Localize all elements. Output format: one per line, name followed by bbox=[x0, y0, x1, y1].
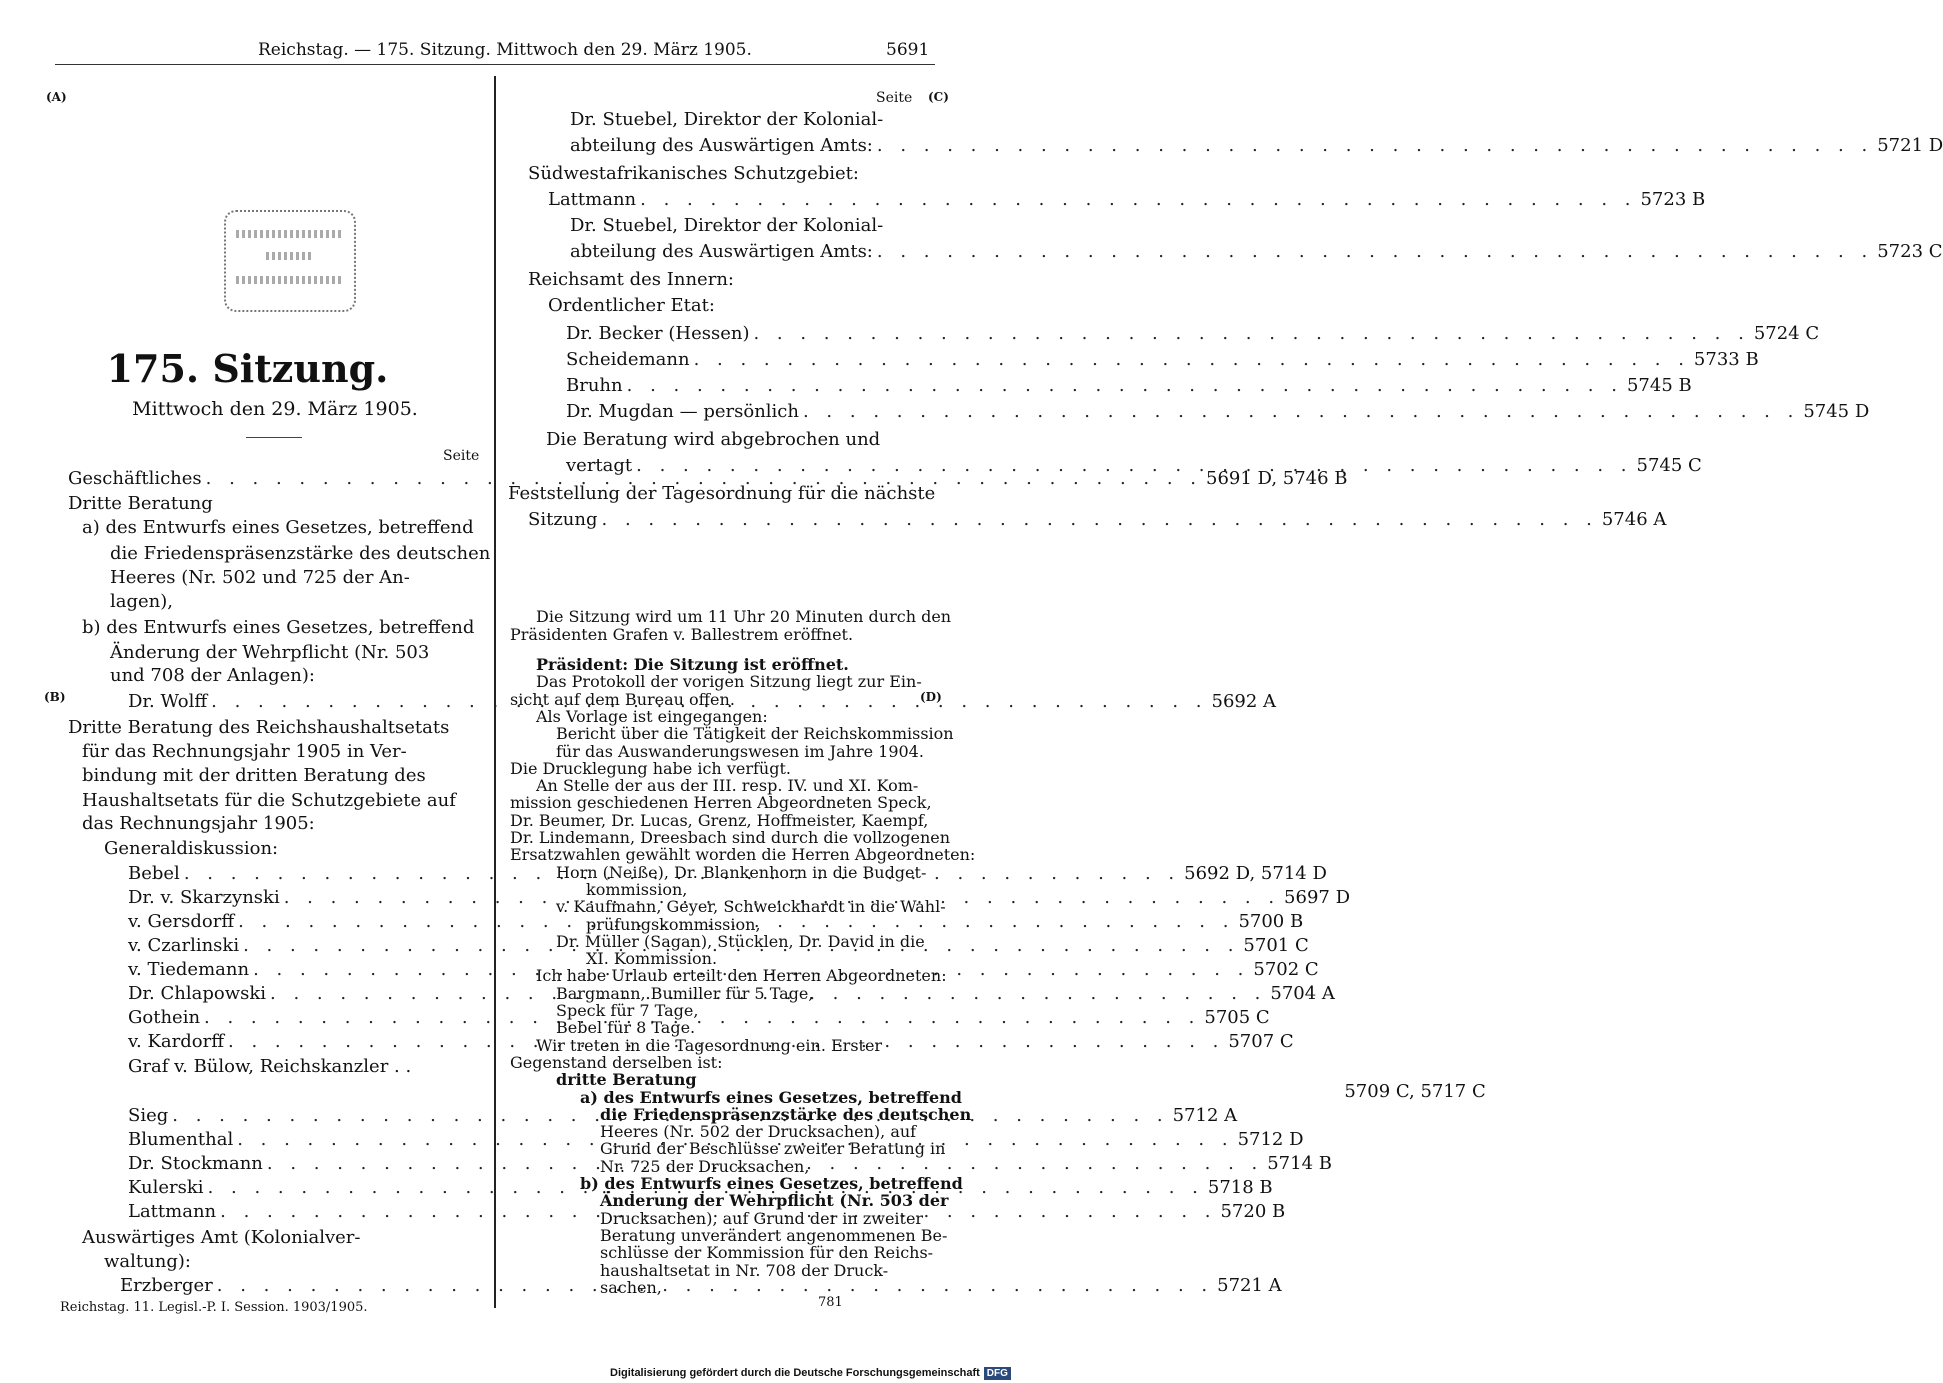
protocol-line: Das Protokoll der vorigen Sitzung liegt zur Ein- bbox=[536, 672, 922, 692]
protocol-line: Bargmann, Bumiller für 5 Tage, bbox=[556, 983, 814, 1003]
toc-entry-title: Erzberger bbox=[120, 1275, 213, 1296]
toc-entry-title: vertagt bbox=[566, 455, 633, 476]
toc-leader-dots bbox=[799, 401, 1803, 422]
toc-entry bbox=[82, 1224, 482, 1248]
toc-entry bbox=[570, 106, 922, 130]
protocol-line: Dr. Müller (Sagan), Stücklen, Dr. David in die bbox=[556, 931, 925, 951]
protocol-line: XI. Kommission. bbox=[586, 949, 718, 969]
toc-entry-title: v. Gersdorff bbox=[128, 911, 235, 932]
toc-entry bbox=[548, 186, 1706, 210]
toc-entry-title: lagen), bbox=[110, 591, 173, 612]
toc-entry-title: abteilung des Auswärtigen Amts: bbox=[570, 241, 873, 262]
toc-entry-title: Geschäftliches bbox=[68, 468, 202, 489]
protocol-line: a) des Entwurfs eines Gesetzes, betreffend bbox=[580, 1087, 962, 1107]
toc-entry bbox=[528, 506, 1667, 530]
protocol-line: Dr. Lindemann, Dreesbach sind durch die vollzogenen bbox=[510, 828, 951, 847]
toc-entry-page: 5712 D bbox=[1237, 1129, 1304, 1150]
toc-entry-title: Die Beratung wird abgebrochen und bbox=[546, 429, 881, 450]
toc-entry bbox=[566, 398, 1870, 422]
toc-entry bbox=[82, 614, 482, 638]
toc-entry-page: 5692 A bbox=[1211, 691, 1277, 712]
protocol-line: Drucksachen), auf Grund der in zweiter bbox=[600, 1208, 924, 1228]
protocol-line: haushaltsetat in Nr. 708 der Druck- bbox=[600, 1260, 889, 1280]
protocol-line: Bebel für 8 Tage. bbox=[556, 1018, 696, 1038]
toc-entry-title: v. Kardorff bbox=[128, 1031, 225, 1052]
protocol-line: b) des Entwurfs eines Gesetzes, betreffend bbox=[580, 1174, 963, 1193]
toc-entry bbox=[508, 480, 936, 504]
dfg-credit-text: Digitalisierung gefördert durch die Deutsche Forschungsgemeinschaft bbox=[610, 1367, 980, 1379]
toc-entry-page: 5723 B bbox=[1640, 189, 1706, 210]
protocol-line: Änderung der Wehrpflicht (Nr. 503 der bbox=[600, 1191, 949, 1211]
protocol-line: Heeres (Nr. 502 der Drucksachen), auf bbox=[600, 1122, 917, 1142]
margin-marker-b: (B) bbox=[44, 690, 66, 704]
toc-leader-dots bbox=[636, 189, 1640, 210]
toc-entry bbox=[82, 738, 482, 762]
protocol-line: Dr. Beumer, Dr. Lucas, Grenz, Hoffmeister, Kaempf, bbox=[510, 810, 929, 830]
protocol-line: Grund der Beschlüsse zweiter Beratung in bbox=[600, 1139, 946, 1159]
toc-entry-page: 5700 B bbox=[1238, 911, 1304, 932]
toc-entry-title: Dr. Stockmann bbox=[128, 1153, 263, 1174]
protocol-line: mission geschiedenen Herren Abgeordneten Speck, bbox=[510, 793, 932, 813]
toc-entry-title: Bebel bbox=[128, 863, 180, 884]
protocol-line: Nr. 725 der Drucksachen, bbox=[600, 1156, 810, 1176]
toc-entry bbox=[548, 292, 922, 316]
running-title: Reichstag. — 175. Sitzung. Mittwoch den 29. März 1905. bbox=[258, 40, 752, 60]
seite-label-right: Seite bbox=[876, 90, 913, 106]
protocol-line: kommission, bbox=[586, 879, 688, 899]
protocol-line: Beratung unverändert angenommenen Be- bbox=[600, 1225, 948, 1245]
toc-entry bbox=[566, 346, 1759, 370]
toc-entry-title: Heeres (Nr. 502 und 725 der An- bbox=[110, 567, 410, 588]
toc-entry bbox=[82, 762, 482, 786]
toc-entry-title: Generaldiskussion: bbox=[104, 838, 279, 859]
toc-entry bbox=[82, 810, 482, 834]
toc-entry-title: Dritte Beratung des Reichshaushaltsetats bbox=[68, 717, 450, 738]
protocol-line: Speck für 7 Tage, bbox=[556, 1001, 699, 1020]
toc-entry bbox=[68, 490, 482, 514]
toc-entry-title: Sitzung bbox=[528, 509, 598, 530]
seite-label: Seite bbox=[443, 448, 480, 464]
session-title: 175. Sitzung. bbox=[106, 346, 389, 391]
toc-entry-title: v. Tiedemann bbox=[128, 959, 250, 980]
toc-entry bbox=[110, 639, 482, 663]
toc-entry bbox=[546, 426, 922, 450]
toc-entry bbox=[110, 588, 482, 612]
toc-entry-title: Dritte Beratung bbox=[68, 493, 213, 514]
toc-entry-title: Dr. v. Skarzynski bbox=[128, 887, 280, 908]
toc-leader-dots bbox=[200, 1007, 1204, 1028]
toc-entry-title: Gothein bbox=[128, 1007, 201, 1028]
protocol-line: Die Drucklegung habe ich verfügt. bbox=[510, 758, 791, 778]
toc-entry-title: bindung mit der dritten Beratung des bbox=[82, 765, 426, 786]
toc-entry-page: 5704 A bbox=[1270, 983, 1335, 1004]
footer-imprint: Reichstag. 11. Legisl.-P. I. Session. 1903/1905. bbox=[60, 1300, 368, 1315]
toc-entry-page: 5720 B bbox=[1220, 1201, 1286, 1222]
protocol-line: schlüsse der Kommission für den Reichs- bbox=[600, 1243, 934, 1263]
protocol-line: Präsidenten Grafen v. Ballestrem eröffnet. bbox=[510, 625, 854, 644]
protocol-line: Wir treten in die Tagesordnung ein. Erster bbox=[536, 1035, 883, 1055]
toc-entry bbox=[528, 266, 922, 290]
toc-entry bbox=[566, 452, 1702, 476]
session-date: Mittwoch den 29. März 1905. bbox=[132, 398, 418, 420]
protocol-line: Gegenstand derselben ist: bbox=[510, 1052, 723, 1072]
protocol-line: Ich habe Urlaub erteilt den Herren Abgeordneten: bbox=[536, 966, 947, 986]
toc-entry-title: Änderung der Wehrpflicht (Nr. 503 bbox=[110, 642, 430, 663]
toc-entry-title: Haushaltsetats für die Schutzgebiete auf bbox=[82, 790, 456, 811]
margin-marker-d: (D) bbox=[920, 690, 942, 704]
header-rule bbox=[55, 64, 935, 65]
toc-entry-title: die Friedenspräsenzstärke des deutschen bbox=[110, 543, 491, 564]
toc-entry-page: 5724 C bbox=[1753, 323, 1820, 344]
toc-entry-page: 5718 B bbox=[1207, 1177, 1273, 1198]
toc-entry-title: a) des Entwurfs eines Gesetzes, betreffend bbox=[82, 517, 474, 538]
toc-entry bbox=[566, 320, 1820, 344]
library-stamp bbox=[224, 210, 356, 312]
protocol-line: prüfungskommission, bbox=[586, 914, 761, 934]
toc-entry bbox=[566, 372, 1692, 396]
toc-entry bbox=[110, 540, 491, 564]
toc-entry bbox=[68, 714, 482, 738]
margin-marker-a: (A) bbox=[46, 90, 67, 104]
toc-entry-page: 5733 B bbox=[1693, 349, 1759, 370]
toc-leader-dots bbox=[690, 349, 1694, 370]
toc-entry-page: 5745 B bbox=[1626, 375, 1692, 396]
toc-entry-page: 5745 D bbox=[1803, 401, 1870, 422]
toc-entry-page: 5691 D, 5746 B bbox=[1206, 468, 1348, 489]
toc-entry bbox=[570, 238, 1943, 262]
toc-leader-dots bbox=[623, 375, 1627, 396]
toc-entry-title: Dr. Wolff bbox=[128, 691, 208, 712]
toc-entry-page: 5707 C bbox=[1228, 1031, 1294, 1052]
toc-entry bbox=[570, 132, 1943, 156]
toc-leader-dots bbox=[598, 509, 1602, 530]
toc-entry-title: Südwestafrikanisches Schutzgebiet: bbox=[528, 163, 859, 184]
toc-entry-page: 5701 C bbox=[1243, 935, 1309, 956]
toc-leader-dots bbox=[873, 135, 1877, 156]
protocol-line: Die Sitzung wird um 11 Uhr 20 Minuten durch den bbox=[536, 607, 952, 626]
toc-entry-page: 5697 D bbox=[1284, 887, 1351, 908]
toc-entry-title: Bruhn bbox=[566, 375, 623, 396]
toc-leader-dots bbox=[632, 455, 1636, 476]
margin-marker-c: (C) bbox=[928, 90, 949, 104]
toc-entry-page: 5709 C, 5717 C bbox=[1344, 1081, 1486, 1102]
toc-entry-page: 5714 B bbox=[1267, 1153, 1332, 1174]
toc-entry-title: Dr. Becker (Hessen) bbox=[566, 323, 750, 344]
toc-entry-title: v. Czarlinski bbox=[128, 935, 240, 956]
toc-entry-title: und 708 der Anlagen): bbox=[110, 665, 315, 686]
toc-entry-title: Lattmann bbox=[548, 189, 637, 210]
protocol-line: v. Kaufmann, Geyer, Schweickhardt in die Wahl- bbox=[556, 897, 946, 917]
toc-entry-page: 5702 C bbox=[1253, 959, 1319, 980]
toc-entry bbox=[82, 787, 482, 811]
title-rule bbox=[246, 437, 302, 438]
sheet-number: 781 bbox=[818, 1295, 843, 1310]
toc-entry-title: Graf v. Bülow, Reichskanzler . . bbox=[128, 1056, 412, 1077]
toc-entry-title: Dr. Stuebel, Direktor der Kolonial- bbox=[570, 215, 884, 236]
toc-entry-title: abteilung des Auswärtigen Amts: bbox=[570, 135, 873, 156]
toc-entry bbox=[110, 564, 482, 588]
toc-entry-title: für das Rechnungsjahr 1905 in Ver- bbox=[82, 741, 407, 762]
protocol-line: für das Auswanderungswesen im Jahre 1904. bbox=[556, 741, 924, 761]
toc-entry-page: 5745 C bbox=[1636, 455, 1702, 476]
toc-entry-title: Lattmann bbox=[128, 1201, 217, 1222]
toc-entry-title: waltung): bbox=[104, 1251, 191, 1272]
toc-entry-title: Reichsamt des Innern: bbox=[528, 269, 734, 290]
toc-entry-page: 5712 A bbox=[1172, 1105, 1238, 1126]
toc-entry-title: das Rechnungsjahr 1905: bbox=[82, 813, 315, 834]
toc-leader-dots bbox=[749, 323, 1753, 344]
toc-entry-page: 5705 C bbox=[1204, 1007, 1270, 1028]
toc-entry-title: Kulerski bbox=[128, 1177, 204, 1198]
toc-entry-title: Ordentlicher Etat: bbox=[548, 295, 715, 316]
protocol-line: Präsident: Die Sitzung ist eröffnet. bbox=[536, 655, 849, 674]
toc-entry-page: 5721 D bbox=[1877, 135, 1943, 156]
protocol-line: sachen, bbox=[600, 1277, 662, 1297]
toc-entry-page: 5721 A bbox=[1217, 1275, 1282, 1296]
toc-entry-title: Feststellung der Tagesordnung für die nächste bbox=[508, 483, 936, 504]
protocol-line: An Stelle der aus der III. resp. IV. und XI. Kom- bbox=[536, 776, 919, 796]
toc-entry-page: 5746 A bbox=[1601, 509, 1667, 530]
toc-entry bbox=[104, 835, 482, 859]
toc-entry bbox=[570, 212, 922, 236]
toc-leader-dots bbox=[873, 241, 1877, 262]
toc-entry-title: b) des Entwurfs eines Gesetzes, betreffend bbox=[82, 617, 475, 638]
page-number: 5691 bbox=[886, 40, 930, 60]
protocol-line: Als Vorlage ist eingegangen: bbox=[536, 706, 768, 726]
protocol-line: Bericht über die Tätigkeit der Reichskommission bbox=[556, 724, 954, 744]
dfg-logo: DFG bbox=[984, 1367, 1011, 1380]
toc-entry-title: Auswärtiges Amt (Kolonialver- bbox=[82, 1227, 361, 1248]
toc-entry-title: Dr. Mugdan — persönlich bbox=[566, 401, 799, 422]
protocol-line: sicht auf dem Bureau offen. bbox=[510, 689, 735, 709]
dfg-credit bbox=[610, 1367, 1011, 1380]
toc-entry bbox=[128, 1053, 482, 1077]
toc-entry-title: Scheidemann bbox=[566, 349, 690, 370]
toc-entry bbox=[110, 662, 482, 686]
protocol-line: Ersatzwahlen gewählt worden die Herren Abgeordneten: bbox=[510, 845, 976, 865]
toc-entry bbox=[528, 160, 922, 184]
toc-entry-title: Sieg bbox=[128, 1105, 169, 1126]
toc-entry bbox=[104, 1248, 482, 1272]
toc-entry-page: 5723 C bbox=[1877, 241, 1943, 262]
protocol-line: die Friedenspräsenzstärke des deutschen bbox=[600, 1104, 972, 1124]
toc-entry-title: Blumenthal bbox=[128, 1129, 234, 1150]
toc-entry-title: Dr. Chlapowski bbox=[128, 983, 267, 1004]
toc-entry bbox=[82, 514, 482, 538]
toc-entry-page: 5692 D, 5714 D bbox=[1184, 863, 1327, 884]
protocol-line: Horn (Neiße), Dr. Blankenhorn in die Budget- bbox=[556, 862, 927, 882]
protocol-line: dritte Beratung bbox=[556, 1070, 697, 1090]
toc-entry-title: Dr. Stuebel, Direktor der Kolonial- bbox=[570, 109, 884, 130]
